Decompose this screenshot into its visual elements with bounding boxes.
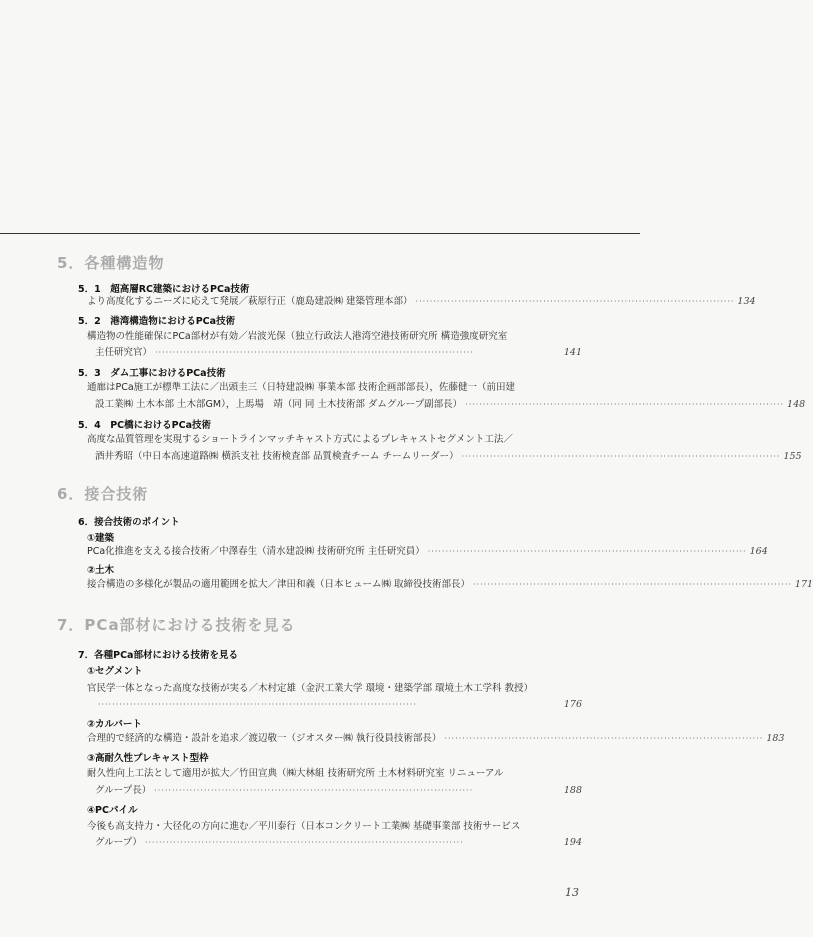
leader-dots: ·························································································· — [415, 297, 735, 306]
leader-dots: ·························································································· — [144, 838, 464, 847]
entry-7-1-page: 176 — [563, 699, 582, 710]
leader-dots: ·························································································· — [155, 348, 474, 357]
leader-dots: ·························································································· — [444, 734, 764, 743]
entry-5-4-page: 155 — [783, 451, 802, 462]
entry-7-4-page: 194 — [563, 837, 582, 848]
leader-dots: ·························································································· — [461, 452, 781, 461]
category-segment: ①セグメント — [87, 666, 143, 677]
entry-7-3-line-1: 耐久性向上工法として適用が拡大／竹田宣典（㈱大林組 技術研究所 土木材料研究室 リニューアル — [87, 768, 504, 779]
leader-dots: ·························································································· — [98, 700, 417, 709]
entry-6-2-text: 接合構造の多様化が製品の適用範囲を拡大／津田和義（日本ヒューム㈱ 取締役技術部長） — [87, 579, 471, 590]
entry-5-4-text: 酒井秀昭（中日本高速道路㈱ 横浜支社 技術検査部 品質検査チーム チームリーダー） — [95, 451, 459, 462]
entry-5-2-title[interactable]: 5．2 港湾構造物におけるPCa技術 — [78, 316, 236, 327]
entry-6-1-page: 164 — [749, 546, 768, 557]
entry-7-1-line-1: 官民学一体となった高度な技術が実る／木村定雄（金沢工業大学 環境・建築学部 環境土木工学科 教授） — [87, 683, 534, 694]
section-6-heading: 6．接合技術 — [57, 485, 149, 503]
entry-7-4-line-2[interactable] — [95, 836, 582, 849]
entry-7-3-text: グループ長） — [95, 785, 152, 796]
section-7-heading: 7．PCa部材における技術を見る — [57, 616, 296, 634]
entry-7-4-line-1: 今後も高支持力・大径化の方向に進む／平川泰行（日本コンクリート工業㈱ 基礎事業部 技術サービス — [87, 821, 521, 832]
top-rule — [0, 233, 640, 234]
leader-dots: ·························································································· — [465, 400, 785, 409]
entry-6-2-page: 171 — [794, 579, 813, 590]
category-civil: ②土木 — [87, 565, 115, 576]
leader-dots: ·························································································· — [154, 786, 474, 795]
page-number: 13 — [565, 886, 579, 899]
entry-5-1-page: 134 — [737, 296, 756, 307]
leader-dots: ·························································································· — [473, 580, 792, 589]
entry-5-3-line-2[interactable] — [95, 398, 806, 411]
category-culvert: ②カルバート — [87, 719, 142, 730]
entry-5-4-line-2[interactable] — [95, 450, 802, 463]
entry-7-title[interactable]: 7．各種PCa部材における技術を見る — [78, 650, 238, 661]
category-pc-pile: ④PCパイル — [87, 805, 138, 816]
entry-5-3-page: 148 — [787, 399, 806, 410]
entry-5-4-line-1: 高度な品質管理を実現するショートラインマッチキャスト方式によるプレキャストセグメント工法／ — [87, 434, 513, 445]
entry-5-4-title[interactable]: 5．4 PC橋におけるPCa技術 — [78, 420, 212, 431]
entry-6-2-line-1[interactable] — [87, 578, 813, 591]
category-durable-formwork: ③高耐久性プレキャスト型枠 — [87, 753, 209, 764]
entry-5-3-text: 設工業㈱ 土木本部 土木部GM），上馬場 靖（同 同 土木技術部 ダムグループ副部長） — [95, 399, 463, 410]
entry-7-4-text: グループ） — [95, 837, 142, 848]
entry-5-3-title[interactable]: 5．3 ダム工事におけるPCa技術 — [78, 368, 226, 379]
entry-7-2-line-1[interactable] — [87, 732, 785, 745]
section-5-heading: 5．各種構造物 — [57, 254, 165, 272]
entry-5-1-title[interactable]: 5．1 超高層RC建築におけるPCa技術 — [78, 284, 250, 295]
entry-5-1-line-1[interactable] — [87, 295, 756, 308]
entry-6-title[interactable]: 6．接合技術のポイント — [78, 517, 180, 528]
entry-6-1-line-1[interactable] — [87, 545, 768, 558]
entry-6-1-text: PCa化推進を支える接合技術／中澤春生（清水建設㈱ 技術研究所 主任研究員） — [87, 546, 425, 557]
entry-5-2-line-1: 構造物の性能確保にPCa部材が有効／岩波光保（独立行政法人港湾空港技術研究所 構造強度研究室 — [87, 331, 508, 342]
entry-5-3-line-1: 通廊はPCa施工が標準工法に／出頭圭三（日特建設㈱ 事業本部 技術企画部部長），佐藤健一（前田建 — [87, 382, 515, 393]
entry-5-1-text: より高度化するニーズに応えて発展／萩原行正（鹿島建設㈱ 建築管理本部） — [87, 296, 413, 307]
entry-5-2-line-2[interactable] — [95, 346, 582, 359]
entry-7-1-line-2[interactable] — [95, 698, 582, 711]
entry-5-2-text: 主任研究官） — [95, 347, 153, 358]
entry-7-3-page: 188 — [563, 785, 582, 796]
entry-5-2-page: 141 — [563, 347, 582, 358]
category-architecture: ①建築 — [87, 533, 115, 544]
entry-7-2-text: 合理的で経済的な構造・設計を追求／渡辺敬一（ジオスター㈱ 執行役員技術部長） — [87, 733, 442, 744]
entry-7-3-line-2[interactable] — [95, 784, 582, 797]
leader-dots: ·························································································· — [427, 547, 747, 556]
entry-7-2-page: 183 — [766, 733, 785, 744]
